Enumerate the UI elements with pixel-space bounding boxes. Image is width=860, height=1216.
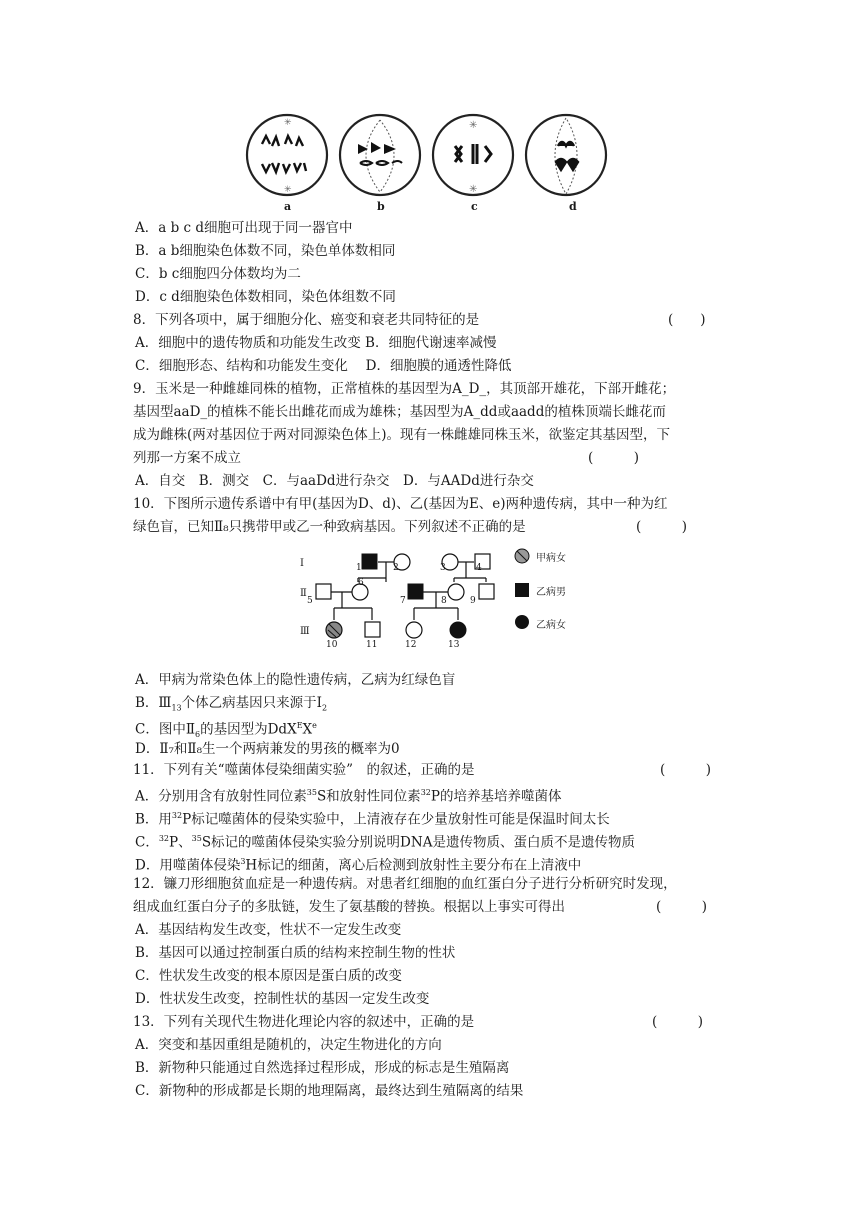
pedigree-id-3: 3 (440, 563, 446, 573)
q13-answer-paren: ( ) (652, 1014, 704, 1030)
pedigree-id-6: 6 (358, 578, 364, 588)
q8-options-row1: A．细胞中的遗传物质和功能发生改变 B．细胞代谢速率减慢 (135, 335, 497, 351)
cell-c (433, 115, 513, 195)
q12-answer-paren: ( ) (656, 899, 708, 915)
q10-option-c: C．图中$Ⅱ_6$的基因型为DdX$^E$Xe (135, 721, 317, 740)
svg-text:✳: ✳ (469, 184, 478, 195)
q9-line4: 列那一方案不成立 (133, 450, 241, 466)
q13-option-c: C．新物种的形成都是长期的地理隔离，最终达到生殖隔离的结果 (135, 1083, 524, 1099)
q11-stem: 11．下列有关“噬菌体侵染细菌实验” 的叙述，正确的是 (133, 762, 475, 778)
q9-line1: 9．玉米是一种雌雄同株的植物，正常植株的基因型为A_D_，其顶部开雄花，下部开雌花； (133, 381, 676, 397)
q11-option-b: B．用$^{32}$P标记噬菌体的侵染实验中，上清液存在少量放射性可能是保温时间太长 (135, 811, 610, 828)
pedigree-id-8: 8 (441, 596, 447, 606)
q7-option-c: C．b c细胞四分体数均为二 (135, 266, 301, 282)
pedigree-id-1: 1 (356, 563, 362, 573)
q7-option-d: D．c d细胞染色体数相同，染色体组数不同 (135, 289, 396, 305)
cell-label-a: a (284, 200, 292, 213)
q9-options: A．自交 B．测交 C．与aaDd进行杂交 D．与AADd进行杂交 (135, 473, 534, 489)
legend-label-yi-male: 乙病男 (536, 587, 566, 598)
cell-label-d: d (569, 200, 577, 213)
cell-label-b: b (377, 200, 385, 213)
q7-option-b: B．a b细胞染色体数不同，染色单体数相同 (135, 243, 396, 259)
q10-line1: 10．下图所示遗传系谱中有甲(基因为D、d)、乙(基因为E、e)两种遗传病，其中一种为红 (133, 496, 668, 512)
cell-d (526, 115, 606, 195)
q13-option-b: B．新物种只能通过自然选择过程形成，形成的标志是生殖隔离 (135, 1060, 510, 1076)
q8-stem: 8．下列各项中，属于细胞分化、癌变和衰老共同特征的是 (133, 312, 480, 328)
q12-line1: 12．镰刀形细胞贫血症是一种遗传病。对患者红细胞的血红蛋白分子进行分析研究时发现， (133, 876, 677, 892)
q9-answer-paren: ( ) (588, 450, 640, 466)
pedigree-gen-2: Ⅱ (300, 588, 307, 599)
pedigree-gen-1: Ⅰ (300, 558, 304, 569)
q12-option-c: C．性状发生改变的根本原因是蛋白质的改变 (135, 968, 402, 984)
pedigree-id-12: 12 (405, 640, 417, 650)
pedigree-id-7: 7 (400, 596, 406, 606)
q10-option-a: A．甲病为常染色体上的隐性遗传病，乙病为红绿色盲 (135, 672, 456, 688)
pedigree-id-10: 10 (326, 640, 338, 650)
pedigree-id-9: 9 (470, 596, 476, 606)
q12-option-a: A．基因结构发生改变，性状不一定发生改变 (135, 922, 402, 938)
pedigree-chart (296, 542, 566, 654)
q11-option-d: D．用噬菌体侵染$^3$H标记的细菌，离心后检测到放射性主要分布在上清液中 (135, 857, 582, 874)
q11-option-a: A．分别用含有放射性同位素$^{35}$S和放射性同位素$^{32}$P的培养基培养噬菌体 (135, 788, 562, 805)
pedigree-id-5: 5 (307, 596, 313, 606)
legend-label-jia-female: 甲病女 (536, 553, 566, 564)
cell-b (340, 115, 420, 195)
cell-label-c: c (471, 200, 478, 213)
pedigree-gen-3: Ⅲ (300, 626, 310, 637)
q9-line3: 成为雌株(两对基因位于两对同源染色体上)。现有一株雌雄同株玉米，欲鉴定其基因型，下 (133, 427, 671, 443)
q10-answer-paren: ( ) (636, 519, 688, 535)
cell-division-figure (240, 108, 620, 218)
q9-line2: 基因型aaD_的植株不能长出雌花而成为雄株；基因型为A_dd或aadd的植株顶端长雌花而 (133, 404, 666, 420)
svg-text:✳: ✳ (284, 118, 292, 128)
q7-option-a: A．a b c d细胞可出现于同一器官中 (135, 220, 353, 236)
q12-line2: 组成血红蛋白分子的多肽链，发生了氨基酸的替换。根据以上事实可得出 (133, 899, 565, 915)
pedigree-id-11: 11 (366, 640, 378, 650)
q8-answer-paren: ( ) (668, 312, 706, 328)
svg-text:✳: ✳ (284, 185, 292, 195)
q11-option-c: C．$^{32}$P、$^{35}$S标记的噬菌体侵染实验分别说明DNA是遗传物质、蛋白质不是遗传物质 (135, 834, 635, 851)
svg-text:✳: ✳ (469, 120, 478, 131)
q12-option-d: D．性状发生改变，控制性状的基因一定发生改变 (135, 991, 430, 1007)
cell-a (247, 115, 327, 195)
pedigree-id-4: 4 (476, 563, 482, 573)
q13-option-a: A．突变和基因重组是随机的，决定生物进化的方向 (135, 1037, 442, 1053)
q8-options-row2: C．细胞形态、结构和功能发生变化 D．细胞膜的通透性降低 (135, 358, 512, 374)
pedigree-id-2: 2 (393, 563, 399, 573)
q11-answer-paren: ( ) (660, 762, 712, 778)
q10-line2: 绿色盲，已知Ⅱ₈只携带甲或乙一种致病基因。下列叙述不正确的是 (133, 519, 526, 535)
q10-option-d: D．Ⅱ₇和Ⅱ₈生一个两病兼发的男孩的概率为0 (135, 741, 400, 757)
legend-label-yi-female: 乙病女 (536, 620, 566, 631)
q13-stem: 13．下列有关现代生物进化理论内容的叙述中，正确的是 (133, 1014, 475, 1030)
q12-option-b: B．基因可以通过控制蛋白质的结构来控制生物的性状 (135, 945, 456, 961)
pedigree-id-13: 13 (448, 640, 460, 650)
q10-option-b: B．$Ⅲ_{13}$个体乙病基因只来源于$Ⅰ_2$ (135, 695, 328, 713)
